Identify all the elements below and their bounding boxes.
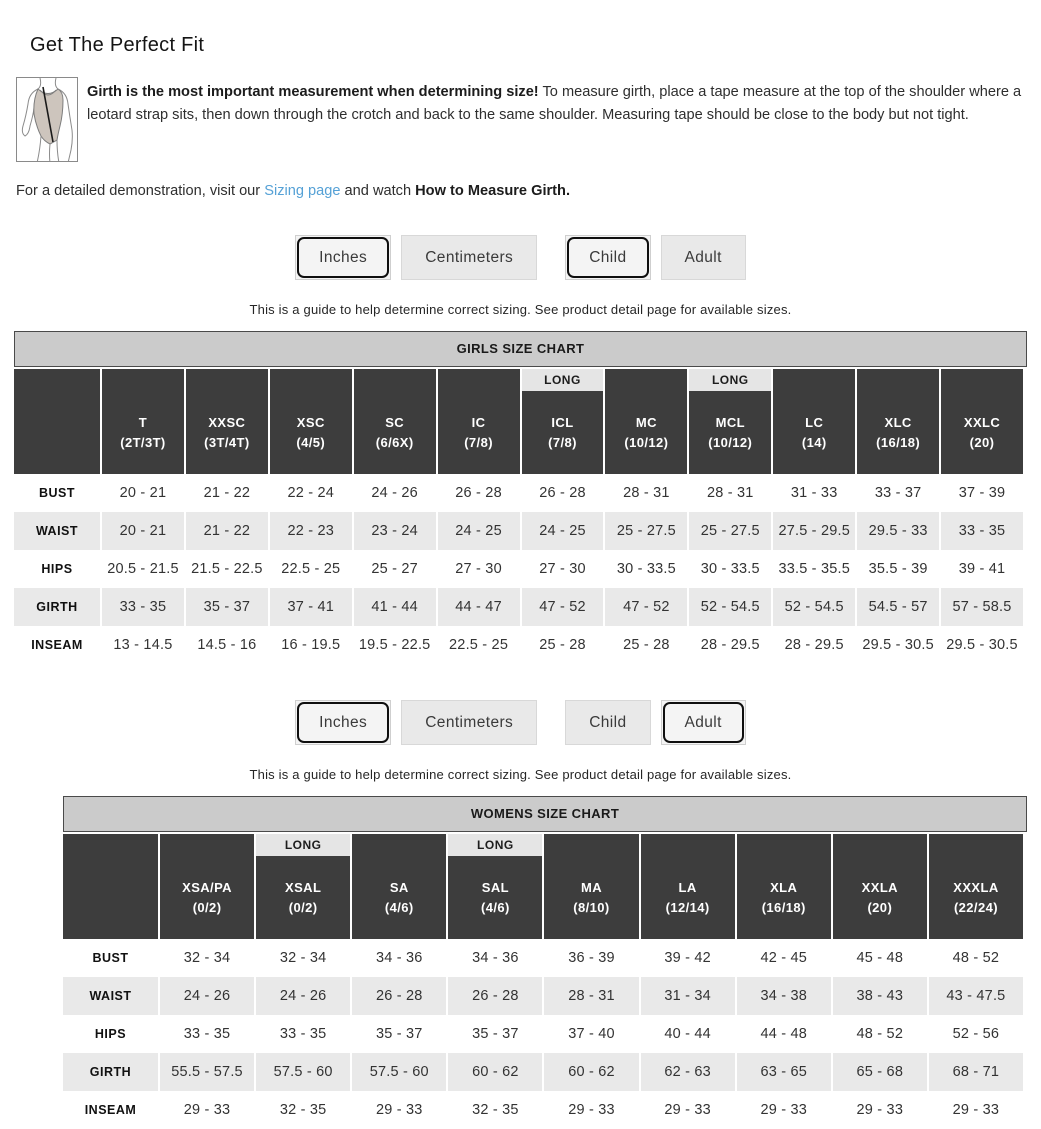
column-header-sc	[354, 369, 436, 474]
size-cell: 38 - 43	[833, 977, 927, 1015]
column-header-xla	[737, 834, 831, 939]
size-cell: 26 - 28	[448, 977, 542, 1015]
womens-toggle-adult[interactable]: Adult	[661, 700, 746, 745]
girls-toggle-inches[interactable]: Inches	[295, 235, 391, 280]
size-cell: 33 - 37	[874, 485, 922, 501]
row-label-waist: WAIST	[63, 977, 158, 1015]
womens-toggle-child[interactable]: Child	[565, 700, 650, 745]
demo-prefix: For a detailed demonstration, visit our	[16, 183, 265, 199]
womens-size-chart	[63, 796, 1027, 1129]
size-cell: 32 - 34	[279, 950, 327, 966]
size-cell: 52 - 56	[952, 1026, 1000, 1042]
girth-instructions	[87, 77, 1027, 126]
column-label: MCL (10/12)	[708, 414, 753, 450]
size-cell: 54.5 - 57	[857, 588, 939, 626]
size-cell: 24 - 26	[256, 977, 350, 1015]
size-cell: 60 - 62	[544, 1053, 638, 1091]
size-cell: 14.5 - 16	[197, 637, 257, 653]
womens-size-table	[61, 834, 1025, 1129]
table-row-inseam	[63, 1091, 1023, 1129]
size-cell: 35 - 37	[376, 1026, 423, 1042]
table-row-hips	[14, 550, 1023, 588]
size-cell: 21.5 - 22.5	[191, 561, 263, 577]
size-cell: 42 - 45	[760, 950, 807, 966]
size-cell: 25 - 27.5	[689, 512, 771, 550]
column-header-xxla	[833, 834, 927, 939]
column-label: XSAL (0/2)	[285, 879, 322, 915]
size-cell: 32 - 35	[279, 1102, 327, 1118]
girls-toggle-adult[interactable]: Adult	[661, 235, 746, 280]
row-label-waist: WAIST	[14, 512, 100, 550]
table-row-girth	[63, 1053, 1023, 1091]
long-badge: LONG	[256, 834, 350, 856]
size-cell: 29 - 33	[952, 1102, 1000, 1118]
size-cell: 13 - 14.5	[113, 637, 173, 653]
womens-unit-toggle-group	[295, 700, 537, 745]
column-header-icl	[522, 369, 604, 474]
size-cell: 22.5 - 25	[449, 637, 509, 653]
size-cell: 35 - 37	[186, 588, 268, 626]
girth-intro-block	[16, 77, 1027, 162]
size-cell: 48 - 52	[952, 950, 1000, 966]
size-cell: 16 - 19.5	[281, 637, 341, 653]
size-cell: 30 - 33.5	[616, 561, 676, 577]
column-header-la	[641, 834, 735, 939]
size-cell: 29 - 33	[760, 1102, 807, 1118]
table-row-hips	[63, 1015, 1023, 1053]
leotard-icon	[17, 78, 78, 162]
column-label: IC (7/8)	[464, 414, 493, 450]
size-cell: 34 - 38	[737, 977, 831, 1015]
size-cell: 24 - 25	[438, 512, 520, 550]
table-row-bust	[63, 939, 1023, 977]
womens-toggle-row	[14, 700, 1027, 745]
column-label: ICL (7/8)	[548, 414, 577, 450]
column-label: SA (4/6)	[384, 879, 414, 915]
girls-toggle-child[interactable]: Child	[565, 235, 650, 280]
size-cell: 22 - 24	[287, 485, 335, 501]
womens-chart-title: WOMENS SIZE CHART	[63, 796, 1027, 832]
size-cell: 25 - 28	[539, 637, 586, 653]
size-cell: 29.5 - 30.5	[946, 637, 1018, 653]
column-label: XXLA (20)	[861, 879, 898, 915]
column-label: T (2T/3T)	[120, 414, 166, 450]
size-cell: 62 - 63	[641, 1053, 735, 1091]
leotard-girth-diagram	[16, 77, 78, 162]
girls-chart-title: GIRLS SIZE CHART	[14, 331, 1027, 367]
column-label: SC (6/6X)	[375, 414, 414, 450]
row-label-bust: BUST	[38, 486, 76, 500]
girls-toggle-centimeters[interactable]: Centimeters	[401, 235, 537, 280]
long-badge: LONG	[448, 834, 542, 856]
size-cell: 29.5 - 30.5	[862, 637, 934, 653]
size-cell: 40 - 44	[664, 1026, 711, 1042]
column-label: XXSC (3T/4T)	[204, 414, 250, 450]
row-label-bust: BUST	[92, 951, 129, 965]
demo-middle: and watch	[340, 183, 416, 199]
size-cell: 45 - 48	[856, 950, 904, 966]
size-cell: 28 - 31	[707, 485, 754, 501]
size-cell: 33 - 35	[183, 1026, 231, 1042]
column-header-xxsc	[186, 369, 268, 474]
size-cell: 37 - 40	[568, 1026, 615, 1042]
size-cell: 34 - 36	[376, 950, 423, 966]
column-header-lc	[773, 369, 855, 474]
size-cell: 33 - 35	[941, 512, 1023, 550]
womens-chart-section	[14, 700, 1027, 1129]
size-cell: 28 - 29.5	[784, 637, 844, 653]
size-cell: 63 - 65	[737, 1053, 831, 1091]
demo-video-title: How to Measure Girth.	[415, 183, 571, 199]
row-label-hips: HIPS	[94, 1027, 127, 1041]
size-cell: 28 - 31	[544, 977, 638, 1015]
size-cell: 48 - 52	[856, 1026, 904, 1042]
size-cell: 20 - 21	[119, 485, 167, 501]
column-header-t	[102, 369, 184, 474]
size-cell: 29 - 33	[376, 1102, 423, 1118]
size-cell: 21 - 22	[203, 485, 251, 501]
size-cell: 27 - 30	[455, 561, 502, 577]
size-cell: 29 - 33	[568, 1102, 615, 1118]
size-cell: 32 - 35	[472, 1102, 519, 1118]
column-label: LA (12/14)	[665, 879, 710, 915]
column-label: XSC (4/5)	[296, 414, 326, 450]
girls-unit-toggle-group	[295, 235, 537, 280]
size-cell: 36 - 39	[568, 950, 615, 966]
size-cell: 34 - 36	[472, 950, 519, 966]
size-cell: 39 - 42	[664, 950, 711, 966]
size-cell: 33 - 35	[279, 1026, 327, 1042]
column-label: XLA (16/18)	[761, 879, 806, 915]
size-cell: 35 - 37	[472, 1026, 519, 1042]
column-label: XXXLA (22/24)	[953, 879, 999, 915]
size-cell: 39 - 41	[958, 561, 1006, 577]
size-cell: 41 - 44	[354, 588, 436, 626]
column-header-sal	[448, 834, 542, 939]
womens-age-toggle-group	[565, 700, 746, 745]
size-cell: 35.5 - 39	[868, 561, 928, 577]
size-cell: 57.5 - 60	[352, 1053, 446, 1091]
size-cell: 27 - 30	[539, 561, 586, 577]
size-cell: 26 - 28	[455, 485, 502, 501]
size-cell: 20 - 21	[102, 512, 184, 550]
size-cell: 27.5 - 29.5	[773, 512, 855, 550]
long-badge: LONG	[522, 369, 604, 391]
table-row-waist	[63, 977, 1023, 1015]
size-cell: 33 - 35	[102, 588, 184, 626]
size-cell: 23 - 24	[354, 512, 436, 550]
size-cell: 55.5 - 57.5	[160, 1053, 254, 1091]
size-cell: 44 - 47	[438, 588, 520, 626]
size-cell: 26 - 28	[352, 977, 446, 1015]
girth-instructions-rest: To measure girth, place a tape measure at the top of the shoulder where a leotard strap sits, then down through the crotch and back to the same shoulder. Measuring tape should be close to the body but not tight.	[87, 84, 1022, 123]
size-cell: 25 - 28	[623, 637, 670, 653]
page-title: Get The Perfect Fit	[30, 34, 205, 56]
size-cell: 68 - 71	[929, 1053, 1023, 1091]
size-cell: 33.5 - 35.5	[778, 561, 850, 577]
corner-cell	[14, 369, 100, 474]
table-row-inseam	[14, 626, 1023, 664]
size-cell: 52 - 54.5	[689, 588, 771, 626]
size-cell: 22.5 - 25	[281, 561, 341, 577]
size-cell: 47 - 52	[605, 588, 687, 626]
column-label: XXLC (20)	[963, 414, 1001, 450]
row-label-girth: GIRTH	[63, 1053, 158, 1091]
size-cell: 57 - 58.5	[941, 588, 1023, 626]
size-cell: 24 - 25	[522, 512, 604, 550]
row-label-girth: GIRTH	[14, 588, 100, 626]
size-cell: 30 - 33.5	[700, 561, 760, 577]
womens-sizing-guide-note: This is a guide to help determine correct sizing. See product detail page for available sizes.	[249, 767, 792, 782]
girls-age-toggle-group	[565, 235, 746, 280]
size-cell: 31 - 34	[641, 977, 735, 1015]
column-header-ic	[438, 369, 520, 474]
girls-sizing-guide-note: This is a guide to help determine correct sizing. See product detail page for available sizes.	[249, 302, 792, 317]
column-header-xsc	[270, 369, 352, 474]
size-cell: 37 - 41	[270, 588, 352, 626]
size-cell: 37 - 39	[958, 485, 1006, 501]
column-label: MC (10/12)	[624, 414, 669, 450]
column-header-mc	[605, 369, 687, 474]
row-label-inseam: INSEAM	[31, 638, 83, 652]
size-cell: 65 - 68	[833, 1053, 927, 1091]
column-header-xlc	[857, 369, 939, 474]
womens-toggle-inches[interactable]: Inches	[295, 700, 391, 745]
girls-chart-section	[14, 235, 1027, 664]
column-header-xxlc	[941, 369, 1023, 474]
long-badge: LONG	[689, 369, 771, 391]
corner-cell	[63, 834, 158, 939]
size-cell: 24 - 26	[371, 485, 418, 501]
column-label: LC (14)	[801, 414, 827, 450]
girls-size-table	[12, 369, 1025, 664]
size-cell: 29 - 33	[664, 1102, 711, 1118]
size-cell: 60 - 62	[448, 1053, 542, 1091]
sizing-page-link[interactable]: Sizing page	[264, 183, 341, 199]
column-header-xsa-pa	[160, 834, 254, 939]
size-cell: 22 - 23	[270, 512, 352, 550]
size-cell: 19.5 - 22.5	[358, 637, 431, 653]
demo-line	[16, 183, 1027, 199]
size-cell: 21 - 22	[186, 512, 268, 550]
column-label: SAL (4/6)	[481, 879, 510, 915]
row-label-inseam: INSEAM	[84, 1103, 137, 1117]
table-row-girth	[14, 588, 1023, 626]
row-label-hips: HIPS	[41, 562, 73, 576]
girls-toggle-row	[14, 235, 1027, 280]
girth-instructions-bold: Girth is the most important measurement when determining size!	[87, 84, 539, 100]
size-cell: 29 - 33	[856, 1102, 904, 1118]
size-cell: 52 - 54.5	[773, 588, 855, 626]
womens-toggle-centimeters[interactable]: Centimeters	[401, 700, 537, 745]
size-cell: 29.5 - 33	[857, 512, 939, 550]
girls-size-chart	[14, 331, 1027, 664]
size-cell: 24 - 26	[160, 977, 254, 1015]
table-row-bust	[14, 474, 1023, 512]
size-cell: 31 - 33	[790, 485, 838, 501]
table-row-waist	[14, 512, 1023, 550]
size-cell: 25 - 27.5	[605, 512, 687, 550]
size-cell: 47 - 52	[522, 588, 604, 626]
size-cell: 26 - 28	[539, 485, 586, 501]
column-header-sa	[352, 834, 446, 939]
column-label: XLC (16/18)	[876, 414, 921, 450]
column-label: MA (8/10)	[573, 879, 610, 915]
size-cell: 28 - 31	[623, 485, 670, 501]
column-header-xsal	[256, 834, 350, 939]
size-cell: 32 - 34	[183, 950, 231, 966]
size-cell: 20.5 - 21.5	[107, 561, 179, 577]
size-cell: 43 - 47.5	[929, 977, 1023, 1015]
size-cell: 29 - 33	[183, 1102, 231, 1118]
size-cell: 57.5 - 60	[256, 1053, 350, 1091]
column-header-xxxla	[929, 834, 1023, 939]
size-cell: 28 - 29.5	[700, 637, 760, 653]
column-header-ma	[544, 834, 638, 939]
column-header-mcl	[689, 369, 771, 474]
size-cell: 25 - 27	[371, 561, 418, 577]
column-label: XSA/PA (0/2)	[182, 879, 232, 915]
size-cell: 44 - 48	[760, 1026, 807, 1042]
